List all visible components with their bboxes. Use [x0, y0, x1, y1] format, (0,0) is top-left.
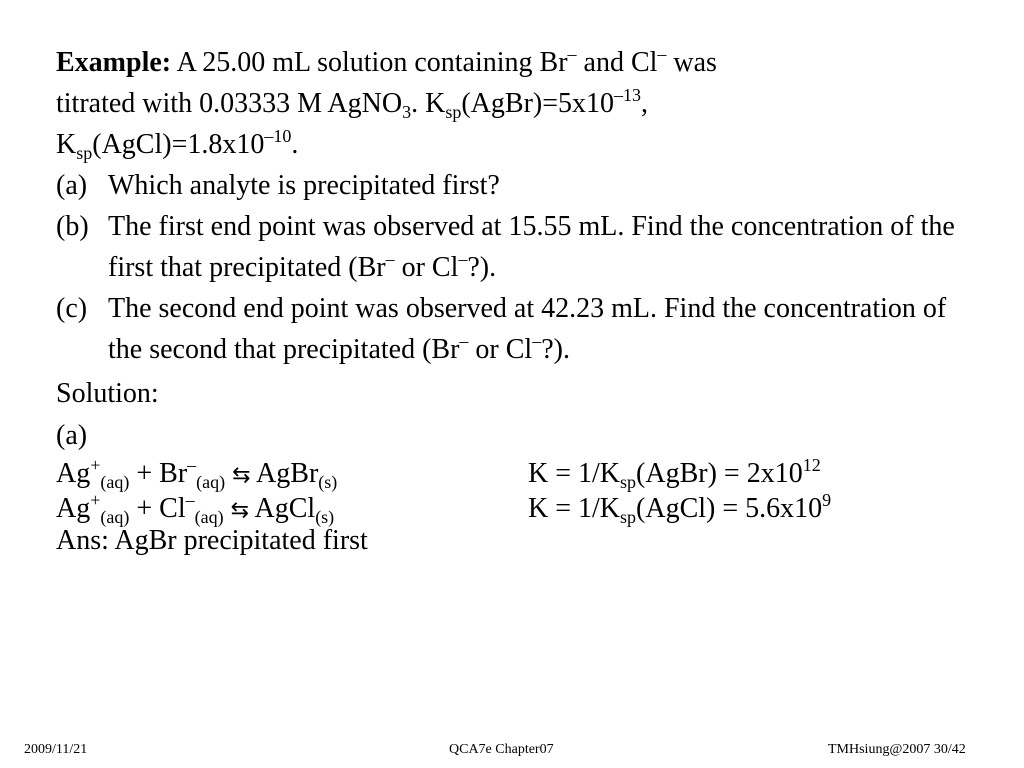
subscript: sp — [620, 507, 637, 527]
subscript: 3 — [402, 102, 412, 122]
question-label: (a) — [56, 170, 88, 201]
solution-block — [56, 372, 986, 556]
question-text-part: The second end point was observed at 42.23 mL. Find the concentration of the second that precipitated (Br — [108, 293, 947, 365]
phase-sub: (aq) — [100, 507, 130, 527]
charge-sup: – — [657, 44, 667, 64]
question-text-part: The first end point was observed at 15.55 mL. Find the concentration of the first that precipitated (Br — [108, 211, 955, 283]
eq-text: K = 1/K — [528, 493, 621, 524]
exponent: –13 — [614, 85, 642, 105]
example-text: titrated with 0.03333 M AgNO — [56, 88, 403, 119]
question-text — [108, 288, 986, 370]
question-text-part: or Cl — [468, 334, 533, 365]
example-text: , — [641, 88, 649, 119]
question-text-part: ?). — [541, 334, 570, 365]
footer-course: QCA7e Chapter07 — [449, 742, 554, 757]
phase-sub: (s) — [315, 507, 335, 527]
phase-sub: (aq) — [194, 507, 224, 527]
question-label: (b) — [56, 211, 89, 242]
example-text: . — [291, 129, 299, 160]
charge-sup: + — [90, 490, 101, 510]
subscript: sp — [620, 472, 637, 492]
slide-body — [56, 42, 986, 556]
exponent: –10 — [264, 126, 292, 146]
example-text: A 25.00 mL solution containing Br — [171, 47, 568, 78]
charge-sup: – — [458, 249, 468, 269]
charge-sup: – — [187, 455, 197, 475]
phase-sub: (aq) — [100, 472, 130, 492]
footer-date: 2009/11/21 — [24, 742, 88, 757]
charge-sup: – — [385, 249, 395, 269]
example-text: . K — [411, 88, 446, 119]
eq-text: + Br — [129, 458, 188, 489]
charge-sup: – — [567, 44, 577, 64]
example-paragraph — [56, 42, 986, 165]
question-text-part: ?). — [467, 252, 497, 283]
eq-text: AgCl — [249, 493, 316, 524]
question-text: Which analyte is precipitated first? — [108, 170, 500, 201]
example-label: Example: — [56, 47, 172, 78]
question-a — [56, 165, 986, 206]
eq-text: (AgCl) = 5.6x10 — [636, 493, 823, 524]
question-text-part: or Cl — [394, 252, 459, 283]
phase-sub: (aq) — [196, 472, 226, 492]
equilibrium-arrow-icon: ⇆ — [232, 463, 251, 488]
example-text: (AgBr)=5x10 — [461, 88, 615, 119]
equilibrium-arrow-icon: ⇆ — [230, 498, 250, 523]
reaction-equation — [56, 456, 528, 491]
example-text: was — [666, 47, 717, 78]
solution-heading: Solution: — [56, 378, 159, 409]
charge-sup: – — [185, 490, 195, 510]
solution-part-label: (a) — [56, 420, 88, 451]
question-text — [108, 206, 986, 288]
reaction-equation — [56, 491, 528, 526]
phase-sub: (s) — [318, 472, 338, 492]
subscript: sp — [76, 143, 93, 163]
answer-text: Ans: AgBr precipitated first — [56, 525, 368, 556]
equation-row-agcl — [56, 491, 986, 526]
subscript: sp — [445, 102, 462, 122]
exponent: 12 — [802, 455, 821, 475]
eq-text: Ag — [56, 493, 91, 524]
question-label: (c) — [56, 293, 88, 324]
equilibrium-constant — [528, 491, 986, 526]
eq-text: + Cl — [129, 493, 186, 524]
eq-text: Ag — [56, 458, 91, 489]
charge-sup: – — [459, 331, 469, 351]
example-text: (AgCl)=1.8x10 — [92, 129, 265, 160]
eq-text: AgBr — [250, 458, 319, 489]
example-text: K — [56, 129, 77, 160]
eq-text: (AgBr) = 2x10 — [636, 458, 803, 489]
exponent: 9 — [822, 490, 832, 510]
equation-row-agbr — [56, 456, 986, 491]
eq-text: K = 1/K — [528, 458, 621, 489]
charge-sup: + — [90, 455, 101, 475]
question-c — [56, 288, 986, 370]
footer-credit: TMHsiung@2007 30/42 — [828, 742, 966, 757]
equilibrium-constant — [528, 456, 986, 491]
example-text: and Cl — [576, 47, 658, 78]
question-b — [56, 206, 986, 288]
charge-sup: – — [532, 331, 542, 351]
